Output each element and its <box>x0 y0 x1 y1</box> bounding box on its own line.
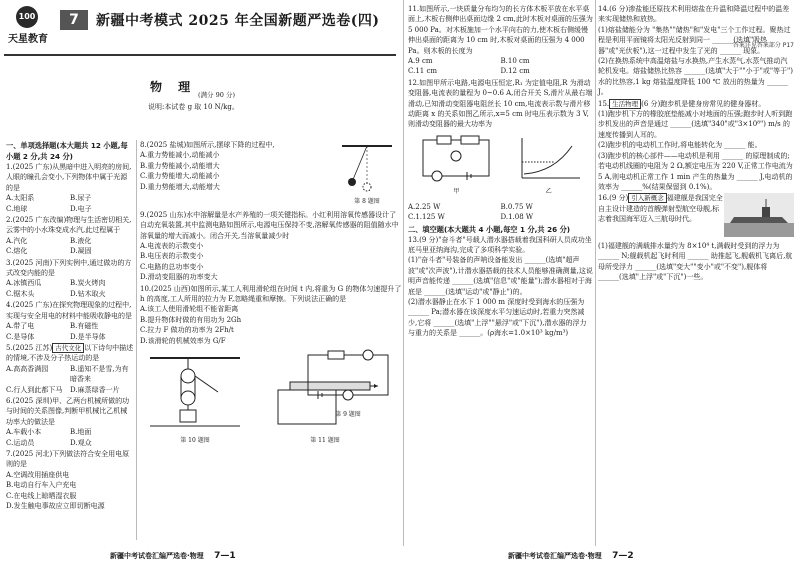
question-8 <box>140 140 402 210</box>
figure-caption: 第 10 题图 <box>180 436 210 444</box>
subject-title: 物 理 <box>150 80 197 94</box>
question-text: 9.(2025 山东)水中溶解量是水产养殖的一项关键指标。小红利用溶氧传感器设计了自动充氧装置,其中监测电路如图所示,电源电压保持不变,溶解氧传感器的阻值随水中溶氧量的增大而减小。闭合开关,当溶氧量减少时 <box>140 210 399 240</box>
question-4 <box>6 300 134 342</box>
footer-left <box>110 546 236 566</box>
figure-caption: 第 11 题图 <box>310 436 340 444</box>
option: C.锯木头 <box>6 289 35 298</box>
question-text: 10.(2025 山西)如图所示,某工人利用滑轮组在时间 t 内,将重为 G 的物体匀速提升了 h 的高度,工人所用的拉力为 F,忽略绳重和摩擦。下列说法正确的是 <box>140 284 402 304</box>
sub-question: (2)跑步机的电动机工作时,将电能转化为 ______ 能。 <box>598 141 762 150</box>
option: C.电路的总功率变小 <box>140 262 204 271</box>
figure-12 <box>408 132 593 200</box>
option: D.12 cm <box>500 67 530 76</box>
pendulum-figure <box>332 142 402 208</box>
logo-badge: 100 <box>16 6 38 28</box>
option: A.9 cm <box>408 57 433 66</box>
footer-text: 新疆中考试卷汇编严选卷·物理 <box>110 552 204 560</box>
question-text: 2.(2025 广东改编)物理与生活密切相关,云雾中的小水珠变成水汽,此过程属于 <box>6 216 132 235</box>
score-note: (满分 90 分) <box>198 91 235 99</box>
question-7 <box>6 449 134 511</box>
option: B.尿子 <box>70 194 92 203</box>
option: B.炭火烤肉 <box>70 279 106 288</box>
instruction-note: 说明:本试卷 g 取 10 N/kg。 <box>148 103 239 111</box>
question-text: (6 分)跑步机是健身房常见的健身器材。 <box>641 99 766 108</box>
question-14 <box>598 4 794 98</box>
question-text: 16.(9 分) <box>598 194 629 203</box>
section-title: 一、单项选择题(本大题共 12 小题,每小题 2 分,共 24 分) <box>6 141 128 161</box>
option: C.拉力 F 做功的功率为 2Fh/t <box>140 326 234 335</box>
option: B.电压表的示数变小 <box>140 252 204 261</box>
option: A.该工人使用滑轮组不能省距离 <box>140 305 239 314</box>
question-2 <box>6 215 134 257</box>
figure-caption: 甲 <box>453 188 460 196</box>
option: B.重力势能减小,动能增大 <box>140 161 220 170</box>
answer-reference: 答案详见答案部分 P17 <box>732 42 794 49</box>
pendulum-diagram <box>332 142 402 194</box>
topic-tag: 生活物理 <box>609 99 641 109</box>
sub-question: (3)跑步机的核心部件——电动机是利用 ______ 的原理制成的;若电动机线圈的电阻为 2 Ω,额定电压为 220 V,正常工作电流为 5 A,则电动机正常工作 1 min 产生的热量为 ______ J,电动机的效率为 ______%(结果保留到 0.1%)。 <box>598 151 793 191</box>
page-number: 7—2 <box>612 551 634 561</box>
option: B.液化 <box>70 236 92 245</box>
question-text: 7.(2025 河北)下列做法符合安全用电原则的是 <box>6 449 130 469</box>
sub-question: (2)潜水器静止在水下 1 000 m 深度时受到海水的压强为 ______ Pa;潜水器在该深度水平匀速运动时,若重力突然减少,它将 ______(选填"上浮""悬浮"或"下沉"),潜水器的浮力与重力的关系是 ______。(ρ海水=1.0×10³ kg/m³) <box>408 297 587 338</box>
sensor-circuit-diagram <box>298 347 398 407</box>
question-text: 11.如图所示,一块质量分布均匀的长方体木板平放在水平桌面上,木板右侧伸出桌面边缘 2 cm,此时木板对桌面的压强为 5 000 Pa。对木板施加一个水平向右的力,使木板右侧缓慢伸出桌面的距离为 10 cm 时,木板对桌面的压强为 4 000 Pa。则木板的长度为 <box>408 5 593 55</box>
pulley-figure <box>140 352 250 446</box>
option: C.运动员 <box>6 438 35 447</box>
option: B.0.75 W <box>500 202 533 211</box>
question-text: 1.(2025 广东)从黑暗中进入明亮的房间,人眼的瞳孔会变小,下列物体中属于光源的是 <box>6 163 132 192</box>
column-4 <box>598 4 794 283</box>
question-5 <box>6 343 134 395</box>
option: B.有磁性 <box>70 322 99 331</box>
question-16 <box>598 193 794 282</box>
option: C.在电线上晾晒湿衣服 <box>6 491 77 500</box>
question-text: 3.(2025 河南)下列实例中,通过做功的方式改变内能的是 <box>6 258 132 278</box>
option: D.重力势能增大,动能增大 <box>140 182 220 191</box>
page-number: 7—1 <box>214 551 236 561</box>
option: A.车载小本 <box>6 428 42 437</box>
option: A.空调改用插座供电 <box>6 470 70 479</box>
option: D.观众 <box>70 438 92 447</box>
option: A.重力势能减小,动能减小 <box>140 151 220 160</box>
option: D.是半导体 <box>70 332 106 341</box>
option: A.汽化 <box>6 236 28 245</box>
topic-tag: 古代文化 <box>52 343 84 353</box>
option: C.行人到此都下马 <box>6 385 63 394</box>
option: A.带了电 <box>6 322 35 331</box>
sub-question: (1)"奋斗者"号装备的声呐设备能发出 ______(选填"超声波"或"次声波"),计潜水器搭载的技术人员能够准确测量,这说明声音能传递 ______(选填"信息"或"能量");潜水器相对于海底是 ______(选填"运动"或"静止")的。 <box>408 256 593 296</box>
topic-tag: 引入新概念 <box>628 193 667 203</box>
question-3 <box>6 258 134 300</box>
option: C.熔化 <box>6 247 28 256</box>
option: A.太阳系 <box>6 194 35 203</box>
footer-right <box>508 546 634 566</box>
option: B.10 cm <box>500 57 530 66</box>
question-6 <box>6 396 134 448</box>
question-1 <box>6 162 134 214</box>
question-text: 以下诗句中描述的情境,不涉及分子热运动的是 <box>6 343 134 363</box>
option: B.电动自行车入户充电 <box>6 481 77 490</box>
option: C.地球 <box>6 204 28 213</box>
question-text: 13.(9 分)"奋斗者"号载人潜水器搭载着我国科研人员成功坐底马里亚纳海沟,完成了多项科学实验。 <box>408 235 592 254</box>
exam-title: 新疆中考模式 2025 年全国新题严选卷(四) <box>96 13 380 29</box>
question-text: 14.(6 分)渗盐能还原技术利用熔盐在升温和降温过程中的温差来实现储热和放热。 <box>598 5 790 24</box>
option: D.1.08 W <box>500 213 534 222</box>
question-15 <box>598 99 794 193</box>
option: D.该滑轮的机械效率为 G/F <box>140 336 226 345</box>
question-11 <box>408 4 593 77</box>
column-divider <box>595 0 596 546</box>
pulley-diagram <box>140 352 250 432</box>
question-text: 福建舰是我国完全自主设计建造的首艘弹射型航空母舰,标志着我国海军迈入三航母时代。 <box>598 194 723 224</box>
option: C.重力势能增大,动能减小 <box>140 172 220 181</box>
brand-logo <box>8 6 46 50</box>
question-text: 12.如图甲所示电路,电源电压恒定,R₁ 为定值电阻,R 为滑动变阻器,电流表的量程为 0~0.6 A,闭合开关 S,滑片从最右端滑动,已知滑动变阻器电阻丝长 10 cm,电流表示数与滑片移动距离 x 的关系如图乙所示,x=5 cm 时电压表示数为 3 V,则滑动变阻器的最大功率为 <box>408 78 593 129</box>
circuit-figure-a <box>417 134 495 198</box>
column-2 <box>140 140 402 448</box>
column-divider <box>136 140 137 540</box>
sub-question: (2)在换热系统中高温熔盐与水换热,产生水蒸气,水蒸气推动汽轮机发电。熔盐储热比热容 ______(选填"大于""小于"或"等于")水的比热容,1 kg 熔盐温度降低 100 ℃ 放出的热量为 ______ J。 <box>598 57 794 97</box>
question-13 <box>408 235 593 339</box>
option: B.地面 <box>70 428 92 437</box>
footer-text: 新疆中考试卷汇编严选卷·物理 <box>508 552 602 560</box>
option: D.电子 <box>70 204 92 213</box>
section-title: 二、填空题(本大题共 4 小题,每空 1 分,共 26 分) <box>408 224 571 234</box>
option: D.钻木取火 <box>70 289 106 298</box>
column-3 <box>408 4 593 340</box>
option: D.凝固 <box>70 247 92 256</box>
sub-question: (1)熔盐储能分为 "集热""储热"和"发电"三个工作过程。聚热过程是利用平面镜将太阳光反射到同一 ______(选填"吸热器"或"光伏板"),这一过程中发生了光的 ______ 现象。 <box>598 25 791 55</box>
option: C.1.125 W <box>408 213 445 222</box>
option: D.麻蒸绿香一片 <box>70 385 120 394</box>
option: C.11 cm <box>408 67 438 76</box>
question-9 <box>140 210 402 283</box>
figure-caption: 第 9 题图 <box>335 411 361 419</box>
question-text: 15. <box>598 99 610 108</box>
sub-question: (1)福建舰的满载排水量约为 8×10⁴ t,满载时受到的浮力为 ______ N;舰载机起飞时利用 ______ 助推起飞,舰载机飞离后,航母所受浮力 ______(选填"变大""变小"或"不变"),舰体将 ______(选填"上浮"或"下沉")一些。 <box>598 241 793 281</box>
circuit-figure-9 <box>298 347 398 421</box>
option: B.遥知不是雪,为有暗香来 <box>70 364 129 384</box>
current-distance-graph <box>514 134 584 184</box>
option: D.发生触电事故应立即切断电源 <box>6 502 105 510</box>
column-1 <box>6 140 134 512</box>
option: A.电流表的示数变小 <box>140 242 204 251</box>
carrier-figure <box>724 193 794 240</box>
issue-number: 7 <box>60 10 88 30</box>
brand-name: 天星教育 <box>8 34 48 45</box>
figure-caption: 第 8 题图 <box>354 198 380 206</box>
option: A.2.25 W <box>408 202 441 211</box>
figure-caption: 乙 <box>545 188 552 196</box>
question-12 <box>408 78 593 223</box>
sub-question: (1)跑步机下方的橡胶底垫能减小对地面的压强;跑步时人听到跑步机发出的声音是通过 ______(选填"340"或"3×10⁸") m/s 的速度传播到人耳的。 <box>598 110 793 139</box>
question-text: 6.(2025 深圳)甲、乙两台机械所做的功与时间的关系图像,判断甲机械比乙机械功率大的做法是 <box>6 396 130 426</box>
graph-figure-b <box>514 134 584 198</box>
circuit-diagram <box>417 134 495 184</box>
page-divider <box>403 0 404 546</box>
option: A.高高香满园 <box>6 364 49 373</box>
question-text: 8.(2025 盐城)如图所示,摆球下降的过程中, <box>140 141 275 149</box>
option: D.滑动变阻器的功率变大 <box>140 273 218 282</box>
option: A.冰镇西瓜 <box>6 279 42 288</box>
question-text: 5.(2025 江苏) <box>6 343 53 352</box>
option: C.是导体 <box>6 332 35 341</box>
question-10 <box>140 284 402 346</box>
aircraft-carrier-image <box>724 193 794 237</box>
question-text: 4.(2025 广东)在探究物理现象的过程中,实现与安全用电的材料中能吸收静电的是 <box>6 301 132 320</box>
option: B.提升物体时做的有用功为 2Gh <box>140 315 242 324</box>
